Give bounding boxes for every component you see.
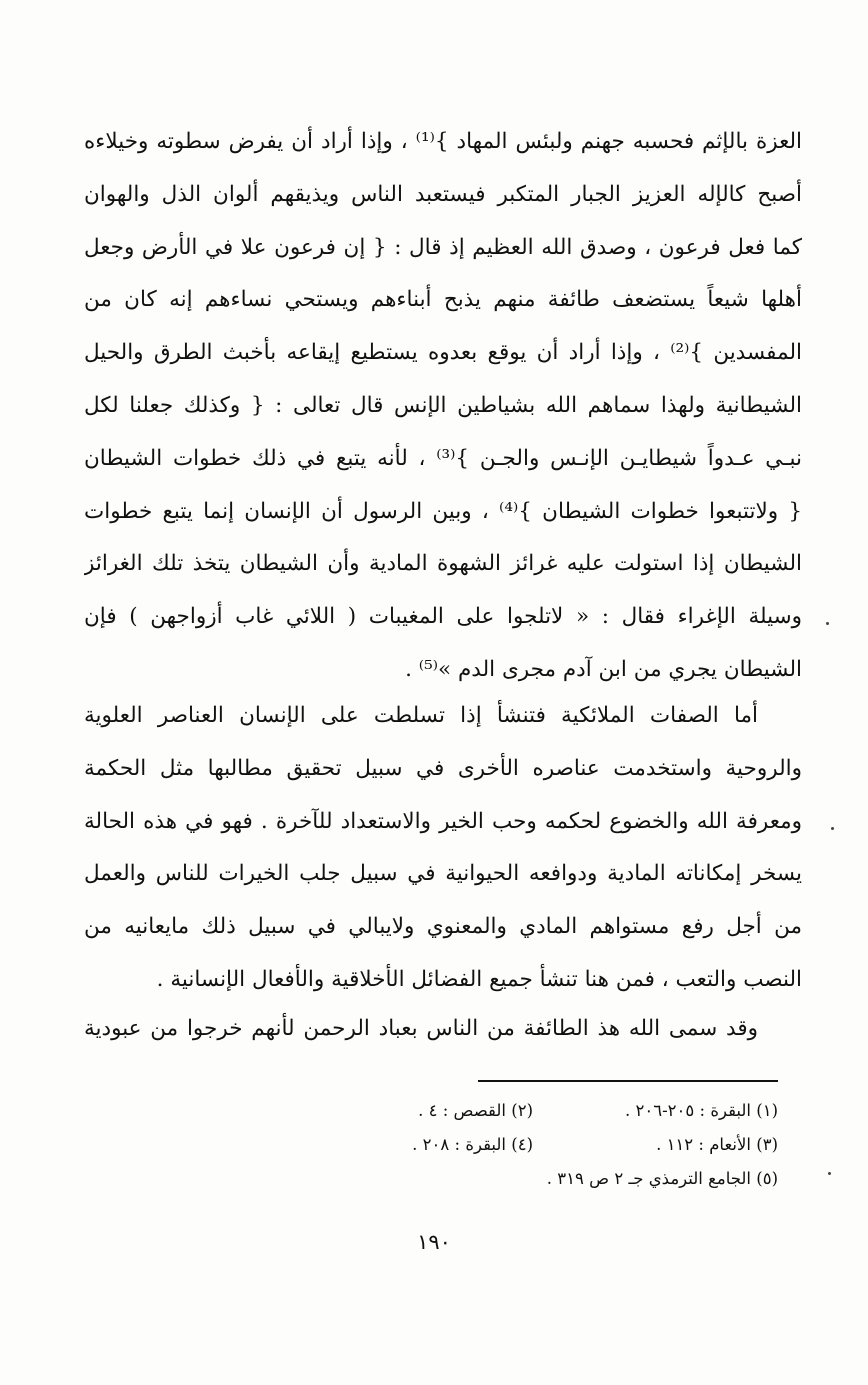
print-speck <box>828 1172 831 1175</box>
text-line: يسخر إمكاناته المادية ودوافعه الحيوانية في سبيل جلب الخيرات للناس والعمل <box>84 861 802 887</box>
footnote-1: (١) البقرة : ٢٠٥-٢٠٦ . <box>625 1101 778 1120</box>
page-number: ١٩٠ <box>417 1230 451 1254</box>
footnote-row <box>78 1094 778 1128</box>
text-line: كما فعل فرعون ، وصدق الله العظيم إذ قال : { إن فرعون علا في الأرض وجعل <box>84 234 802 260</box>
footnote-3: (٣) الأنعام : ١١٢ . <box>656 1135 778 1154</box>
footnote-2: (٢) القصص : ٤ . <box>418 1101 533 1120</box>
paragraph-3 <box>84 1003 802 1056</box>
text-line: من أجل رفع مستواهم المادي والمعنوي ولايبالي في سبيل ذلك مايعانيه من <box>84 914 802 940</box>
paragraph-2 <box>84 690 802 1007</box>
text-line: المفسدين }⁽²⁾ ، وإذا أراد أن يوقع بعدوه يستطيع إيقاعه بأخبث الطرق والحيل <box>84 340 802 366</box>
text-line: الشيطان يجري من ابن آدم مجرى الدم »⁽⁵⁾ . <box>405 656 802 682</box>
text-line: وقد سمى الله هذ الطائفة من الناس بعباد الرحمن لأنهم خرجوا من عبودية <box>84 1016 758 1041</box>
text-line: الشيطان إذا استولت عليه غرائز الشهوة المادية وأن الشيطان يتخذ تلك الغرائز <box>84 551 802 577</box>
print-speck <box>831 827 834 830</box>
text-line: { ولاتتبعوا خطوات الشيطان }⁽⁴⁾ ، وبين الرسول أن الإنسان إنما يتبع خطوات <box>84 498 802 524</box>
footnote-divider <box>478 1080 778 1082</box>
text-line: والروحية واستخدمت عناصره الأخرى في سبيل تحقيق مطالبها مثل الحكمة <box>84 755 802 781</box>
text-line: العزة بالإثم فحسبه جهنم ولبئس المهاد }⁽¹⁾ ، وإذا أراد أن يفرض سطوته وخيلاءه <box>84 129 802 154</box>
footnote-4: (٤) البقرة : ٢٠٨ . <box>412 1135 533 1154</box>
paragraph-1 <box>84 116 802 697</box>
text-line: ومعرفة الله والخضوع لحكمه وحب الخير والاستعداد للآخرة . فهو في هذه الحالة <box>84 808 802 834</box>
text-line: أما الصفات الملائكية فتنشأ إذا تسلطت على الإنسان العناصر العلوية <box>84 703 758 728</box>
text-line: النصب والتعب ، فمن هنا تنشأ جميع الفضائل الأخلاقية والأفعال الإنسانية . <box>156 966 802 992</box>
text-line: أصبح كالإله العزيز الجبار المتكبر فيستعبد الناس ويذيقهم ألوان الذل والهوان <box>84 181 802 207</box>
text-line: الشيطانية ولهذا سماهم الله بشياطين الإنس قال تعالى : { وكذلك جعلنا لكل <box>84 392 802 418</box>
footnote-row <box>78 1162 778 1196</box>
print-speck <box>826 622 829 625</box>
text-line: أهلها شيعاً يستضعف طائفة منهم يذبح أبناءهم ويستحي نساءهم إنه كان من <box>84 287 802 313</box>
text-line: نبـي عـدواً شيطايـن الإنـس والجـن }⁽³⁾ ، لأنه يتبع في ذلك خطوات الشيطان <box>84 445 802 471</box>
footnote-row <box>78 1128 778 1162</box>
text-line: وسيلة الإغراء فقال : « لاتلجوا على المغيبات ( اللائي غاب أزواجهن ) فإن <box>84 604 802 630</box>
footnotes <box>78 1094 778 1196</box>
footnote-5: (٥) الجامع الترمذي جـ ٢ ص ٣١٩ . <box>546 1169 778 1188</box>
